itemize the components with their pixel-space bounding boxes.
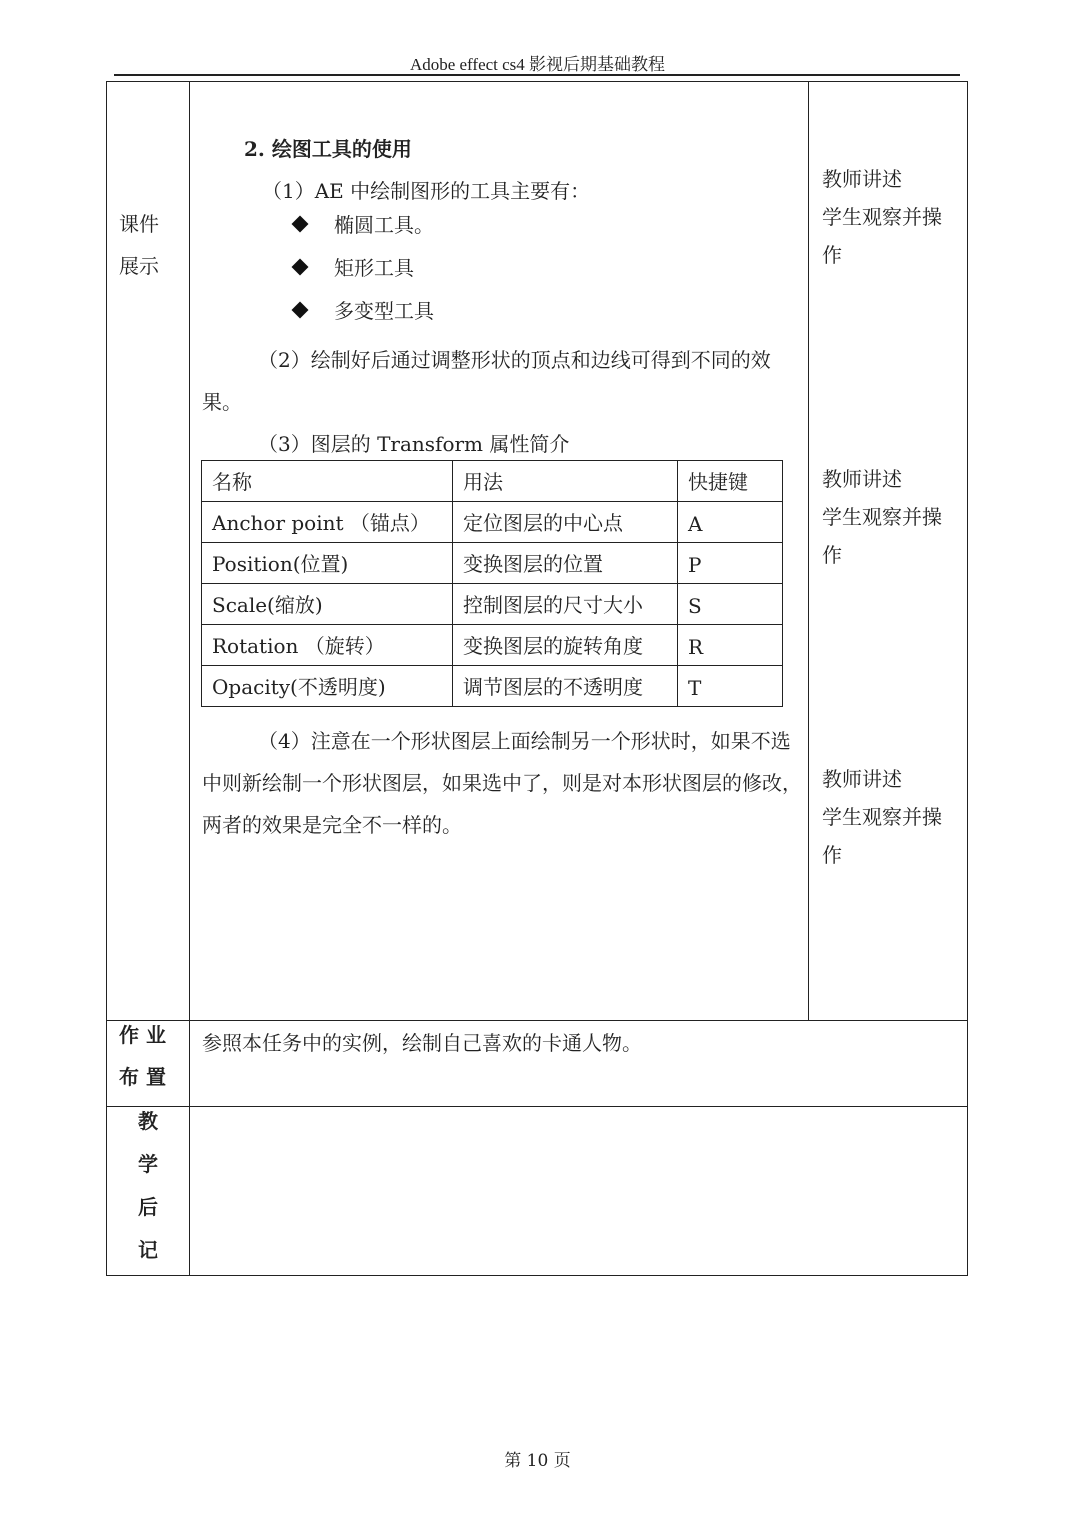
row1-label-line1: 课件	[119, 212, 159, 236]
table-cell: Scale(缩放)	[202, 584, 453, 625]
row1-label-line2: 展示	[119, 254, 159, 278]
teacher-note	[822, 760, 962, 874]
table-row	[202, 584, 783, 625]
teacher-note-line: 学生观察并操	[822, 505, 942, 529]
table-header-row	[202, 461, 783, 502]
teacher-note-line: 学生观察并操	[822, 205, 942, 229]
teacher-note-line: 教师讲述	[822, 167, 902, 191]
row-divider-1	[106, 1020, 968, 1021]
table-cell: 变换图层的位置	[453, 543, 678, 584]
table-cell: A	[678, 502, 783, 543]
table-header-cell: 用法	[453, 461, 678, 502]
row3-label-char: 学	[138, 1152, 158, 1176]
teacher-note-line: 教师讲述	[822, 767, 902, 791]
table-cell: P	[678, 543, 783, 584]
item-1: （1）AE 中绘制图形的工具主要有：	[262, 179, 591, 203]
teacher-note	[822, 460, 962, 574]
row-divider-2	[106, 1106, 968, 1107]
row3-label	[136, 1100, 160, 1272]
row1-label	[119, 203, 159, 287]
table-header-cell: 快捷键	[678, 461, 783, 502]
row3-label-char: 教	[138, 1109, 158, 1133]
header-rule	[114, 74, 960, 76]
teacher-note-line: 作	[822, 243, 842, 267]
table-row	[202, 625, 783, 666]
teacher-note-line: 学生观察并操	[822, 805, 942, 829]
bullet-text: 矩形工具	[334, 256, 414, 280]
bullet-text: 多变型工具	[334, 299, 434, 323]
bullet-text: 椭圆工具。	[334, 213, 434, 237]
page-number: 第 10 页	[504, 1451, 571, 1471]
table-cell: 控制图层的尺寸大小	[453, 584, 678, 625]
diamond-bullet-icon	[292, 301, 309, 318]
table-cell: Opacity(不透明度)	[202, 666, 453, 707]
row3-label-char: 记	[138, 1238, 158, 1262]
row3-label-char: 后	[138, 1195, 158, 1219]
bullet-item	[290, 295, 434, 324]
table-cell: R	[678, 625, 783, 666]
table-row	[202, 666, 783, 707]
teacher-note-line: 作	[822, 843, 842, 867]
table-cell: Anchor point （锚点）	[202, 502, 453, 543]
row2-label-line1: 作 业	[119, 1023, 166, 1047]
teacher-note-line: 教师讲述	[822, 467, 902, 491]
header-title: Adobe effect cs4 影视后期基础教程	[409, 55, 666, 74]
table-row	[202, 502, 783, 543]
row2-label-line2: 布 置	[119, 1065, 166, 1089]
table-cell: 变换图层的旋转角度	[453, 625, 678, 666]
table-row	[202, 543, 783, 584]
notes-column-divider	[808, 81, 809, 1020]
table-cell: Rotation （旋转）	[202, 625, 453, 666]
diamond-bullet-icon	[292, 258, 309, 275]
section-title: 2. 绘图工具的使用	[244, 137, 412, 161]
bullet-item	[290, 209, 434, 238]
table-cell: Position(位置)	[202, 543, 453, 584]
table-cell: 定位图层的中心点	[453, 502, 678, 543]
transform-properties-table	[201, 460, 783, 707]
row2-label	[119, 1014, 166, 1098]
teacher-note	[822, 160, 962, 274]
table-header-cell: 名称	[202, 461, 453, 502]
item-2: （2）绘制好后通过调整形状的顶点和边线可得到不同的效果。	[202, 348, 771, 414]
table-cell: 调节图层的不透明度	[453, 666, 678, 707]
diamond-bullet-icon	[292, 215, 309, 232]
label-column-divider	[189, 81, 190, 1276]
item-3: （3）图层的 Transform 属性简介	[258, 432, 570, 456]
table-cell: T	[678, 666, 783, 707]
item-4: （4）注意在一个形状图层上面绘制另一个形状时，如果不选中则新绘制一个形状图层，如果选中了，则是对本形状图层的修改，两者的效果是完全不一样的。	[202, 729, 802, 837]
homework-content: 参照本任务中的实例，绘制自己喜欢的卡通人物。	[202, 1031, 642, 1055]
bullet-item	[290, 252, 414, 281]
table-cell: S	[678, 584, 783, 625]
teacher-note-line: 作	[822, 543, 842, 567]
